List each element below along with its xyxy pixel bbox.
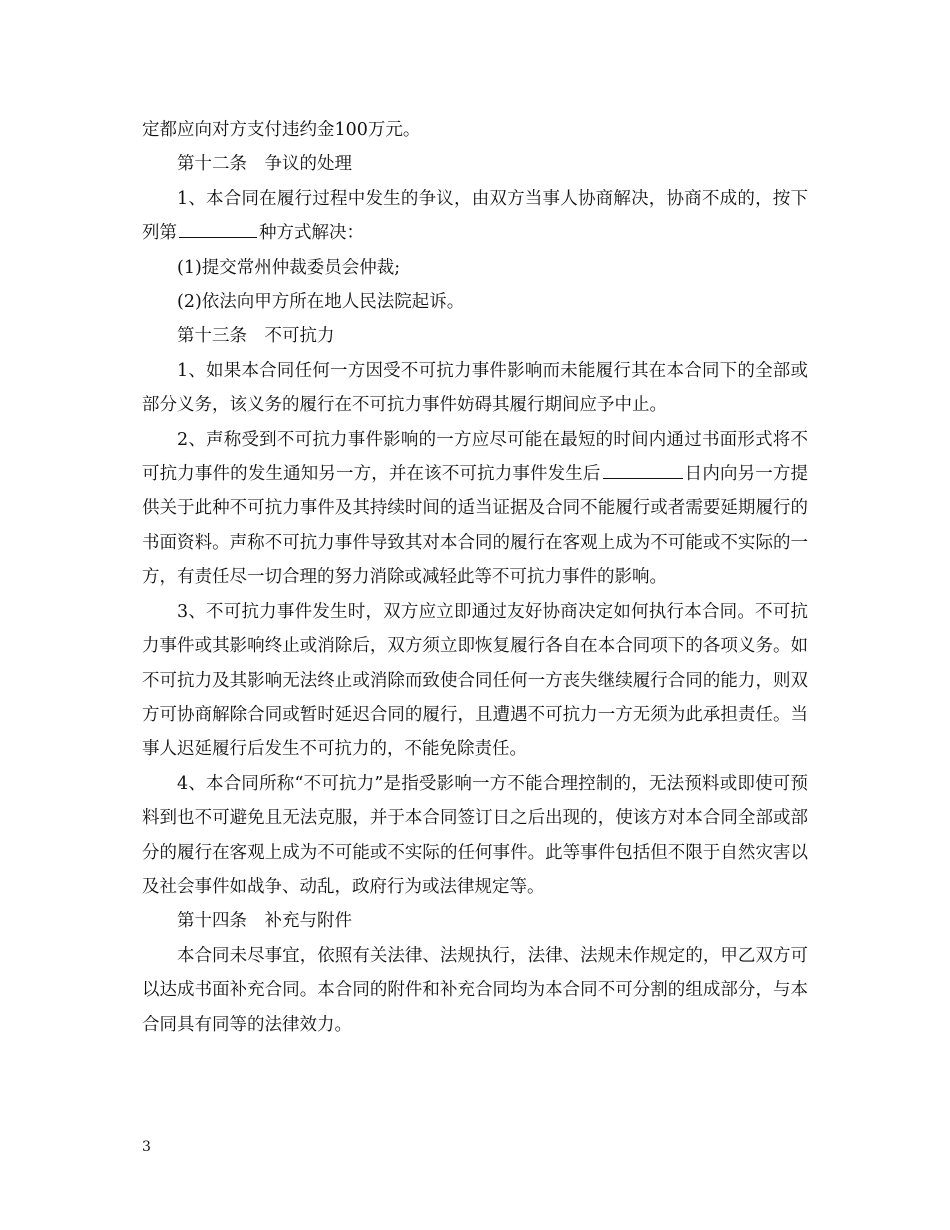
dispute-method-blank [179, 219, 257, 238]
article-12-clause-1 [142, 182, 808, 251]
paragraph-penalty-clause-end: 定都应向对方支付违约金100万元。 [142, 120, 421, 140]
article-14-body: 本合同未尽事宜，依照有关法律、法规执行，法律、法规未作规定的，甲乙双方可以达成书面补充合同。本合同的附件和补充合同均为本合同不可分割的组成部分，与本合同具有同等的法律效力。 [142, 945, 808, 1035]
article-12-clause-1-tail: 种方式解决： [259, 223, 364, 244]
article-12-heading: 第十二条 争议的处理 [177, 154, 352, 175]
article-13-heading: 第十三条 不可抗力 [177, 326, 335, 347]
page-number: 3 [142, 1139, 151, 1155]
article-12-clause-1-text: 1、本合同在履行过程中发生的争议，由双方当事人协商解决，协商不成的，按下列第 [142, 188, 808, 244]
article-12-option-2: (2)依法向甲方所在地人民法院起诉。 [177, 292, 465, 313]
article-12-option-1: (1)提交常州仲裁委员会仲裁; [177, 257, 401, 278]
article-13-clause-2-text: 2、声称受到不可抗力事件影响的一方应尽可能在最短的时间内通过书面形式将不可抗力事件的发生通知另一方，并在该不可抗力事件发生后 [142, 429, 808, 485]
article-13-clause-2-tail: 日内向另一方提供关于此种不可抗力事件及其持续时间的适当证据及合同不能履行或者需要延期履行的书面资料。声称不可抗力事件导致其对本合同的履行在客观上成为不可能或不实际的一方，有责任尽一切合理的努力消除或减轻此等不可抗力事件的影响。 [142, 464, 809, 588]
article-14-heading: 第十四条 补充与附件 [177, 911, 352, 932]
document-body [142, 113, 808, 1042]
article-13-clause-2 [142, 423, 808, 595]
article-13-clause-1: 1、如果本合同任何一方因受不可抗力事件影响而未能履行其在本合同下的全部或部分义务，该义务的履行在不可抗力事件妨碍其履行期间应予中止。 [142, 360, 808, 416]
article-13-clause-3: 3、不可抗力事件发生时，双方应立即通过友好协商决定如何执行本合同。不可抗力事件或其影响终止或消除后，双方须立即恢复履行各自在本合同项下的各项义务。如不可抗力及其影响无法终止或消除而致使合同任何一方丧失继续履行合同的能力，则双方可协商解除合同或暂时延迟合同的履行，且遭遇不可抗力一方无须为此承担责任。当事人迟延履行后发生不可抗力的，不能免除责任。 [142, 601, 808, 760]
notice-days-blank [603, 460, 683, 479]
article-13-clause-4: 4、本合同所称“不可抗力”是指受影响一方不能合理控制的，无法预料或即使可预料到也不可避免且无法克服，并于本合同签订日之后出现的，使该方对本合同全部或部分的履行在客观上成为不可能或不实际的任何事件。此等事件包括但不限于自然灾害以及社会事件如战争、动乱，政府行为或法律规定等。 [142, 773, 808, 897]
